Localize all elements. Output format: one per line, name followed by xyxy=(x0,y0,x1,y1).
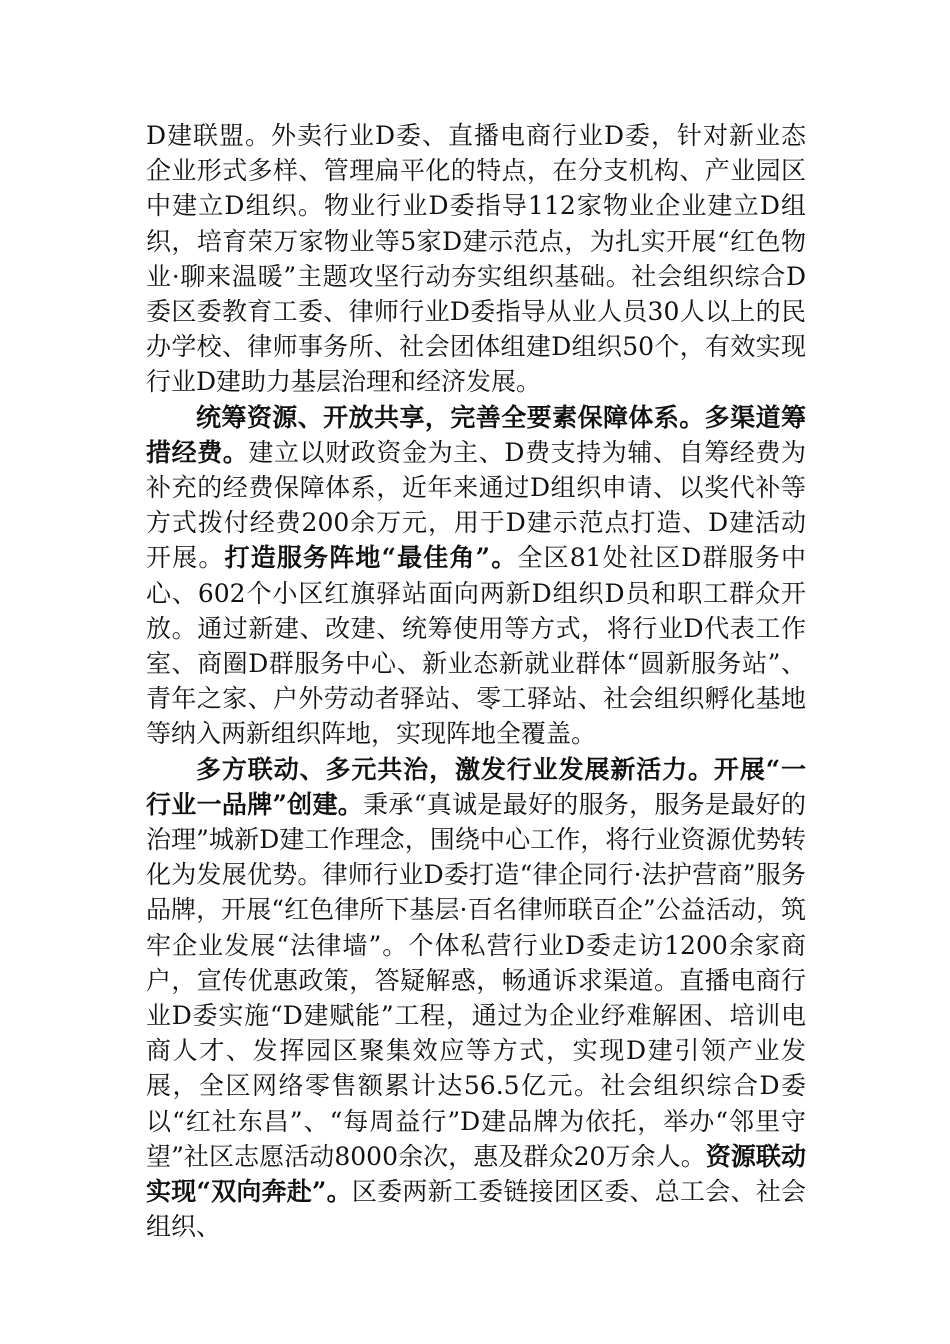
paragraph-2 xyxy=(146,400,806,752)
paragraph-2-text-1: 建立以财政资金为主、D费支持为辅、自筹经费为补充的经费保障体系，近年来通过D组织申请、以奖代补等方式拨付经费200余万元，用于D建示范点打造、D建活动开展。 xyxy=(146,437,806,573)
paragraph-2-subheading: 打造服务阵地“最佳角”。 xyxy=(224,543,518,573)
paragraph-1-text: D建联盟。外卖行业D委、直播电商行业D委，针对新业态企业形式多样、管理扁平化的特点，在分支机构、产业园区中建立D组织。物业行业D委指导112家物业企业建立D组织，培育荣万家物业等5家D建示范点，为扎实开展“红色物业·聊来温暖”主题攻坚行动夯实组织基础。社会组织综合D委区委教育工委、律师行业D委指导从业人员30人以上的民办学校、律师事务所、社会团体组建D组织50个，有效实现行业D建助力基层治理和经济发展。 xyxy=(146,121,806,397)
paragraph-3-heading: 多方联动、多元共治，激发行业发展新活力。开展“一行业一品牌”创建。 xyxy=(146,754,806,819)
paragraph-3 xyxy=(146,752,806,1245)
document-page xyxy=(146,118,806,1245)
paragraph-3-text-1: 秉承“真诚是最好的服务，服务是最好的治理”城新D建工作理念，围绕中心工作，将行业资源优势转化为发展优势。律师行业D委打造“律企同行·法护营商”服务品牌，开展“红色律所下基层·百名律师联百企”公益活动，筑牢企业发展“法律墙”。个体私营行业D委走访1200余家商户，宣传优惠政策，答疑解惑，畅通诉求渠道。直播电商行业D委实施“D建赋能”工程，通过为企业纾难解困、培训电商人才、发挥园区聚集效应等方式，实现D建引领产业发展，全区网络零售额累计达56.5亿元。社会组织综合D委以“红社东昌”、“每周益行”D建品牌为依托，举办“邻里守望”社区志愿活动8000余次，惠及群众20万余人。 xyxy=(146,789,806,1171)
paragraph-3-subheading: 资源联动实现“双向奔赴”。 xyxy=(146,1141,806,1207)
paragraph-1 xyxy=(146,118,806,400)
paragraph-2-text-2: 全区81处社区D群服务中心、602个小区红旗驿站面向两新D组织D员和职工群众开放。通过新建、改建、统筹使用等方式，将行业D代表工作室、商圈D群服务中心、新业态新就业群体“圆新服务站”、青年之家、户外劳动者驿站、零工驿站、社会组织孵化基地等纳入两新组织阵地，实现阵地全覆盖。 xyxy=(146,543,806,749)
paragraph-3-text-2: 区委两新工委链接团区委、总工会、社会组织、 xyxy=(146,1177,806,1242)
paragraph-2-heading: 统筹资源、开放共享，完善全要素保障体系。多渠道筹措经费。 xyxy=(146,402,806,467)
